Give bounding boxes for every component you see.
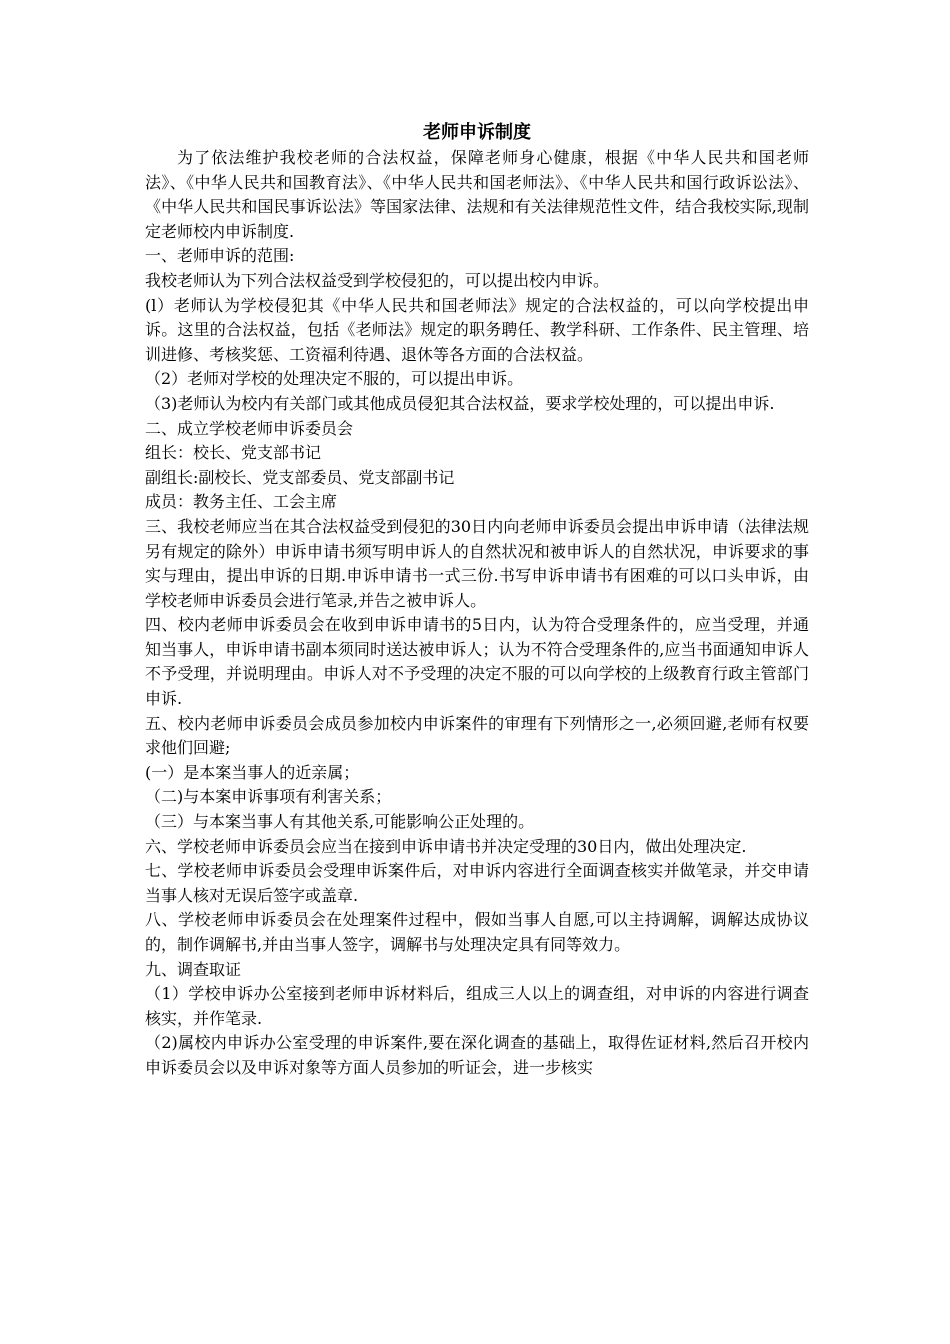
paragraph-investigation-item-2: （2)属校内申诉办公室受理的申诉案件,要在深化调查的基础上，取得佐证材料,然后召开校内申诉委员会以及申诉对象等方面人员参加的听证会，进一步核实 — [145, 1033, 809, 1077]
paragraph-recusal-item-2: （二)与本案申诉事项有利害关系； — [145, 787, 392, 807]
paragraph-committee-members: 成员：教务主任、工会主席 — [145, 492, 338, 512]
section-six: 六、学校老师申诉委员会应当在接到申诉申请书并决定受理的30日内，做出处理决定. — [145, 836, 747, 856]
paragraph-committee-leader: 组长：校长、党支部书记 — [145, 443, 322, 463]
document-title: 老师申诉制度 — [423, 122, 531, 143]
section-eight: 八、学校老师申诉委员会在处理案件过程中，假如当事人自愿,可以主持调解，调解达成协议的，制作调解书,并由当事人签字，调解书与处理决定具有同等效力。 — [145, 910, 809, 954]
paragraph-scope-item-1: (l）老师认为学校侵犯其《中华人民共和国老师法》规定的合法权益的，可以向学校提出申诉。这里的合法权益，包括《老师法》规定的职务聘任、教学科研、工作条件、民主管理、培训进修、考核奖惩、工资福利待遇、退休等各方面的合法权益。 — [145, 295, 809, 364]
section-seven: 七、学校老师申诉委员会受理申诉案件后，对申诉内容进行全面调查核实并做笔录，并交申请当事人核对无误后签字或盖章. — [145, 861, 809, 905]
paragraph-recusal-item-3: （三）与本案当事人有其他关系,可能影响公正处理的。 — [145, 812, 535, 832]
paragraph-scope-item-2: （2）老师对学校的处理决定不服的，可以提出申诉。 — [145, 369, 524, 389]
section-five: 五、校内老师申诉委员会成员参加校内申诉案件的审理有下列情形之一,必须回避,老师有权要求他们回避; — [145, 713, 809, 758]
intro-paragraph: 为了依法维护我校老师的合法权益，保障老师身心健康，根据《中华人民共和国老师法》、《中华人民共和国教育法》、《中华人民共和国老师法》、《中华人民共和国行政诉讼法》、《中华人民共和国民事诉讼法》等国家法律、法规和有关法律规范性文件，结合我校实际,现制定老师校内申诉制度. — [145, 148, 809, 241]
section-three: 三、我校老师应当在其合法权益受到侵犯的30日内向老师申诉委员会提出申诉申请（法律法规另有规定的除外）申诉申请书须写明申诉人的自然状况和被申诉人的自然状况，申诉要求的事实与理由，提出申诉的日期.申诉申请书一式三份.书写申诉申请书有困难的可以口头申诉，由学校老师申诉委员会进行笔录,并告之被申诉人。 — [145, 516, 809, 610]
paragraph-scope-item-3: （3)老师认为校内有关部门或其他成员侵犯其合法权益，要求学校处理的，可以提出申诉. — [145, 393, 775, 413]
section-heading-investigation: 九、调查取证 — [145, 959, 242, 979]
section-heading-committee: 二、成立学校老师申诉委员会 — [145, 418, 354, 438]
paragraph-committee-deputy: 副组长:副校长、党支部委员、党支部副书记 — [145, 467, 455, 487]
document-page — [145, 120, 809, 1081]
paragraph-recusal-item-1: (一）是本案当事人的近亲属； — [145, 762, 360, 782]
section-heading-scope: 一、老师申诉的范围: — [145, 246, 295, 266]
paragraph-scope-intro: 我校老师认为下列合法权益受到学校侵犯的，可以提出校内申诉。 — [145, 270, 610, 290]
section-four: 四、校内老师申诉委员会在收到申诉申请书的5日内，认为符合受理条件的，应当受理，并通知当事人，申诉申请书副本须同时送达被申诉人；认为不符合受理条件的,应当书面通知申诉人不予受理，并说明理由。申诉人对不予受理的决定不服的可以向学校的上级教育行政主管部门申诉. — [145, 615, 809, 709]
paragraph-investigation-item-1: （1）学校申诉办公室接到老师申诉材料后，组成三人以上的调查组，对申诉的内容进行调查核实，并作笔录. — [145, 984, 809, 1028]
